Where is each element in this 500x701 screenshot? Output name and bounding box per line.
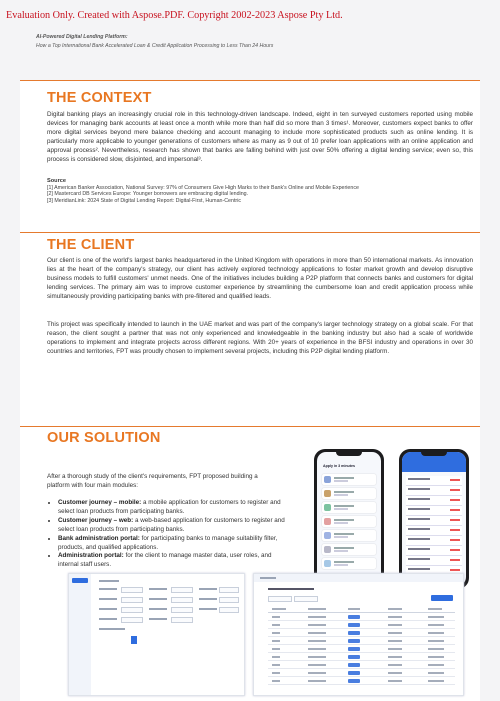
- phone-screen: [402, 452, 466, 586]
- solution-intro: After a thorough study of the client's requirements, FPT proposed building a platform with four main modules:: [47, 473, 258, 489]
- source-label: Source: [47, 178, 66, 184]
- header-subtitle: How a Top International Bank Accelerated Loan & Credit Application Processing to Less Than 24 Hours: [36, 43, 274, 49]
- watermark: Evaluation Only. Created with Aspose.PDF. Copyright 2002-2023 Aspose Pty Ltd.: [6, 10, 343, 21]
- source-item: [1] American Banker Association, National Survey: 97% of Consumers Give High Marks to their Bank's Online and Mobile Experience: [47, 184, 359, 191]
- sources-list: [47, 178, 359, 204]
- header-title: AI-Powered Digital Lending Platform:: [36, 34, 128, 40]
- context-title: THE CONTEXT: [47, 90, 152, 106]
- mobile-app-mockup: [399, 449, 469, 589]
- context-section: [20, 80, 480, 233]
- source-item: [3] MeridianLink: 2024 State of Digital Lending Report: Digital-First, Human-Centric: [47, 197, 242, 204]
- bank-portal-screenshot: [68, 573, 245, 696]
- admin-portal-screenshot: [253, 573, 464, 696]
- module-item: • Bank administration portal: for participating banks to manage suitability filter, products, and qualified applications.: [58, 535, 293, 553]
- modules-list: [47, 499, 293, 570]
- phone-title: Apply in 3 minutes: [323, 464, 355, 468]
- module-item: • Customer journey – mobile: a mobile application for customers to register and select loan products from participating banks.: [58, 499, 293, 517]
- context-body: Digital banking plays an increasingly crucial role in this technology-driven landscape. Indeed, eight in ten surveyed customers reported using mobile devices for managing bank accounts at least once a month while more than half did so more than 3 times¹. Moreover, customers expect banks to offer more digital services beyond mere balance checking and account managing to include more sophisticated products such as online lending. It is particularly more applicable to younger generations of customers where as many as 9 out of 10 prefer loan applications with an online application and approval process². Nevertheless, research has shown that banks are falling behind with just over 50% offering a digital lending service; even so, this process is considered slow, disjointed, and impersonal³.: [47, 111, 473, 163]
- solution-title: OUR SOLUTION: [47, 430, 161, 446]
- client-paragraph-1: Our client is one of the world's largest banks headquartered in the United Kingdom with operations in more than 50 international markets. As innovation lies at the heart of the company's strategy, our client has actively explored technology applications to foster market growth and develop disruptive business models to fulfill customers' unmet needs. One of the initiatives includes building a P2P platform that connects banks and customers for digital lending services. The primary aim was to improve customer experience by streamlining the cumbersome loan and credit application process while simultaneously providing participating banks with pre-filtered and qualified leads.: [47, 257, 473, 300]
- module-item: • Administration portal: for the client to manage master data, user roles, and internal staff users.: [58, 552, 293, 570]
- page-header: [36, 33, 273, 51]
- client-paragraph-2: This project was specifically intended to launch in the UAE market and was part of the company's larger technology strategy on a global scale. For that reason, the client sought a partner that was not only experienced and knowledgeable in the banking industry but also had a scale of worldwide operations to implement and integrate projects across different regions. With 20+ years of experience in the BFSI industry and operations in over 30 countries and territories, FPT was proudly chosen to implement several projects, including this P2P digital lending platform.: [47, 321, 473, 355]
- mobile-app-mockup: [314, 449, 384, 589]
- source-item: [2] Mastercard DB Services Europe: Younger borrowers are embracing digital lending.: [47, 191, 249, 198]
- client-section: [20, 232, 480, 427]
- phone-screen: [317, 452, 381, 586]
- module-item: • Customer journey – web: a web-based application for customers to register and select loan products from participating banks.: [58, 517, 293, 535]
- solution-section: [20, 426, 480, 701]
- client-title: THE CLIENT: [47, 237, 135, 253]
